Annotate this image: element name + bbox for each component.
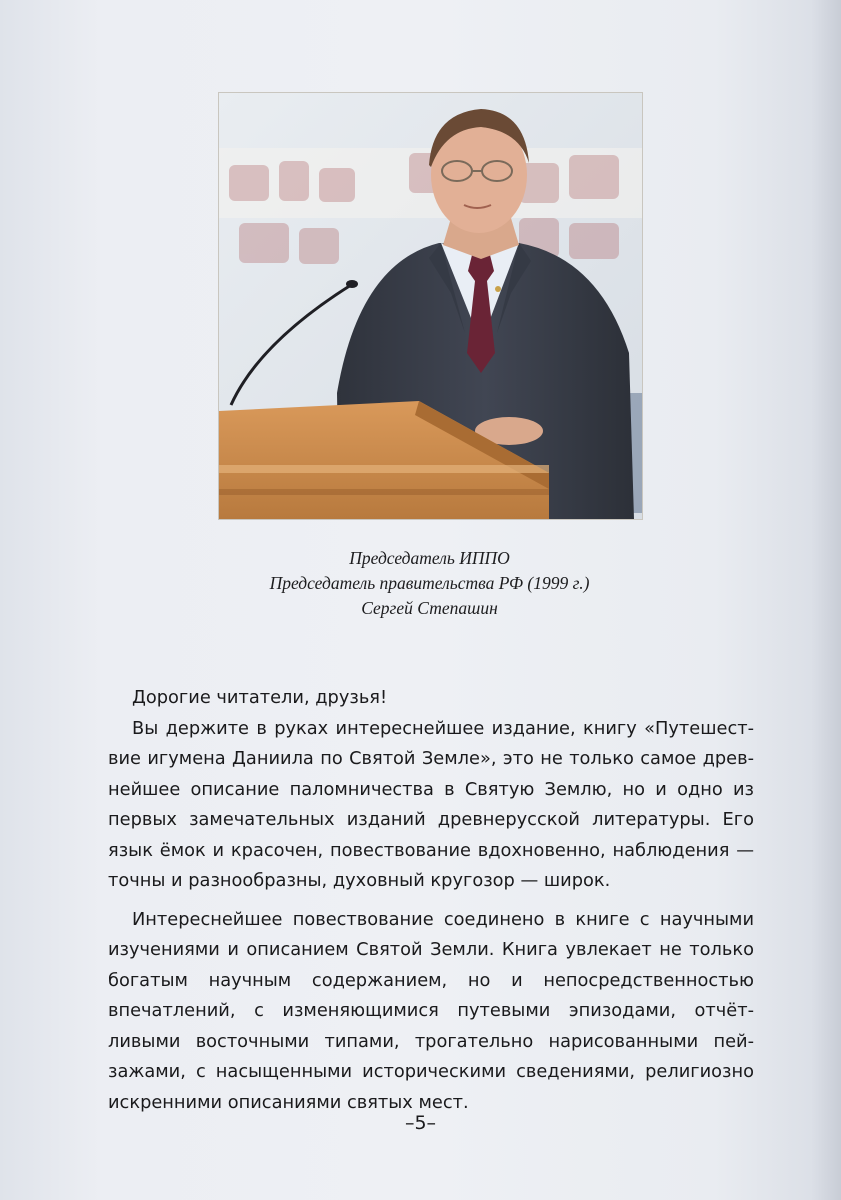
page-edge-shadow xyxy=(811,0,841,1200)
photo-caption xyxy=(218,546,641,621)
portrait-photo xyxy=(218,92,643,520)
paragraph-2: Интереснейшее повествование соединено в книге с научными изучениями и описанием Святой Земли. Книга увлекает не только богатым научным содержанием, но и непосредственностью впечатлений, с изменяющимися путевыми эпизодами, отчётливыми восточными типами, трогательно нарисованными пейзажами, с насыщенными историческими сведениями, религиозно искренними описаниями святых мест. xyxy=(108,908,754,1113)
page-number: –5– xyxy=(404,1112,437,1134)
greeting: Дорогие читатели, друзья! xyxy=(132,687,388,708)
paragraph-1: Вы держите в руках интереснейшее издание, книгу «Путешествие игумена Даниила по Святой Земле», это не только самое древнейшее описание паломничества в Святую Землю, но и одно из первых замечательных изданий древнерусской литературы. Его язык ёмок и красочен, повествование вдохновенно, наблюдения — точны и разнообразны, духовный кругозор — широк. xyxy=(108,717,754,891)
caption-line-position: Председатель правительства РФ (1999 г.) xyxy=(269,573,590,593)
caption-line-title: Председатель ИППО xyxy=(349,548,510,568)
caption-line-name: Сергей Степашин xyxy=(361,598,498,618)
speaker-illustration xyxy=(219,93,642,519)
body-text xyxy=(108,683,754,1118)
